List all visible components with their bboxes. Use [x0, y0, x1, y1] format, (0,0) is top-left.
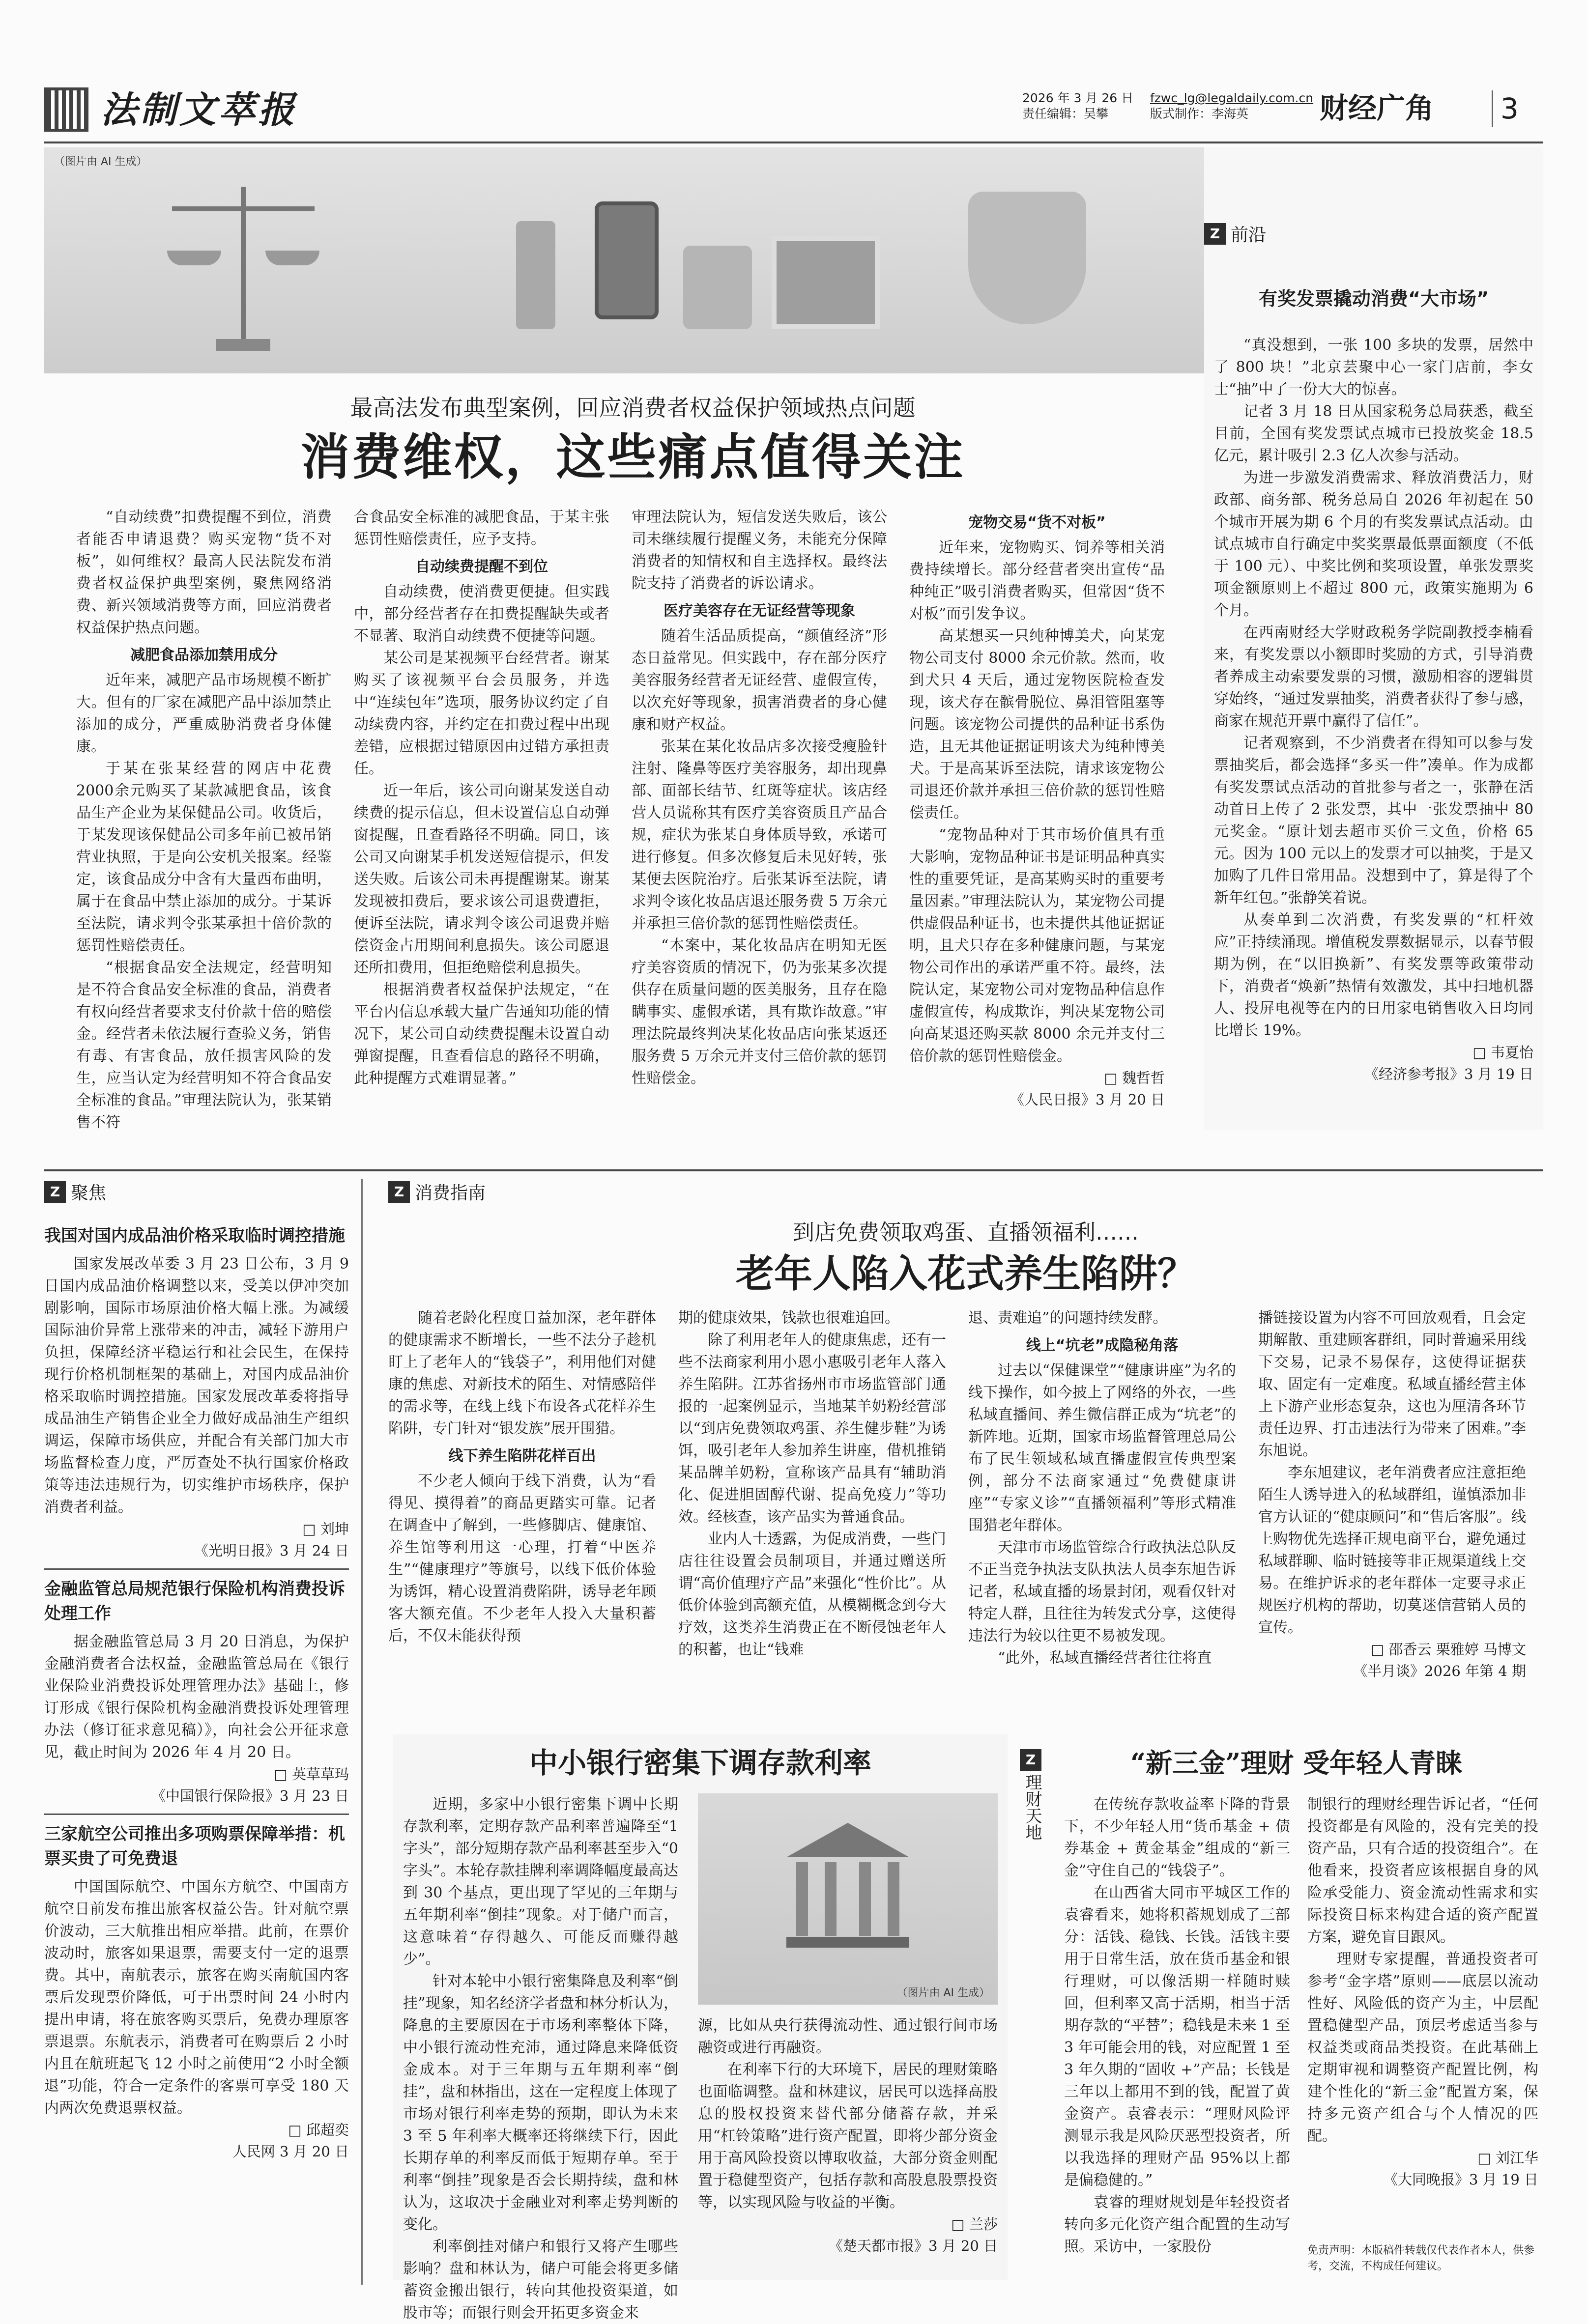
- banks-headline: 中小银行密集下调存款利率: [529, 1746, 871, 1780]
- banks-col-2: [698, 2014, 998, 2257]
- wealth-col-2: [1307, 1793, 1538, 2190]
- paragraph: 根据消费者权益保护法规定，“在平台内信息承载大量广告通知功能的情况下，某公司自动续费提醒未设置自动弹窗提醒，且查看信息的路径不明确，此种提醒方式难谓显著。”: [354, 981, 609, 1087]
- author: □ 刘江华: [1477, 2150, 1538, 2166]
- paragraph: 近一年后，该公司向谢某发送自动续费的提示信息，但未设置信息自动弹窗提醒，且查看路径不明确。同日，该公司又向谢某手机发送短信提示，但发送失败。后该公司未再提醒谢某。谢某发现被扣费后，要求该公司退费遭拒，便诉至法院，请求判令该公司退费并赔偿资金占用期间利息损失。该公司愿退还所扣费用，但拒绝赔偿利息损失。: [354, 782, 609, 976]
- section-z-icon: Z: [1204, 223, 1226, 245]
- paragraph: 天津市市场监管综合行政执法总队反不正当竞争执法支队执法人员李东旭告诉记者，私域直播的场景封闭，观看仅针对特定人群，且往往为转发式分享，这使得违法行为较以往更不易被发现。: [968, 1539, 1236, 1644]
- section-tag-label: 聚焦: [71, 1183, 107, 1203]
- subhead: 宠物交易“货不对板”: [968, 514, 1106, 531]
- image-caption: （图片由 AI 生成）: [54, 156, 147, 168]
- paragraph: 业内人士透露，为促成消费，一些门店往往设置会员制项目，并通过赠送所谓“高价值理疗产品”来强化“性价比”。从低价体验到高额充值，从模糊概念到夸大疗效，这类养生消费正在不断侵蚀老年人的积蓄，也让“钱难: [678, 1530, 946, 1658]
- author: □ 英草草玛: [274, 1766, 349, 1783]
- paragraph: 据金融监管总局 3 月 20 日消息，为保护金融消费者合法权益，金融监管总局在《银行业保险业消费投诉处理管理办法》基础上，修订形成《银行保险机构金融消费投诉处理管理办法（修订征求意见稿）》，向社会公开征求意见，截止时间为 2026 年 4 月 20 日。: [44, 1633, 349, 1761]
- consumer-col-4: [1258, 1307, 1526, 1682]
- section-z-icon: Z: [1020, 1749, 1041, 1771]
- issue-date: 2026 年 3 月 26 日: [1022, 91, 1134, 105]
- paragraph: 随着老龄化程度日益加深，老年群体的健康需求不断增长，一些不法分子趁机盯上了老年人的“钱袋子”，利用他们对健康的焦虑、对新技术的陌生、对情感陪伴的需求等，在线上线下布设各式花样养生陷阱，专门针对“银发族”展开围猎。: [388, 1309, 656, 1437]
- paragraph: 近年来，宠物购买、饲养等相关消费持续增长。部分经营者突出宣传“品种纯正”吸引消费者购买，但常因“货不对板”而引发争议。: [909, 539, 1165, 623]
- source: 人民网 3 月 20 日: [232, 2143, 349, 2160]
- banks-section: [393, 1734, 1008, 2322]
- paragraph: “自动续费”扣费提醒不到位，消费者能否申请退费？购买宠物“货不对板”，如何维权？最高人民法院发布消费者权益保护典型案例，聚焦网络消费、新兴领域消费等方面，回应消费者权益保护热点问题。: [76, 509, 332, 636]
- frontier-panel: [1204, 147, 1543, 1130]
- section-divider: [44, 1169, 1543, 1171]
- section-name: 财经广角: [1320, 91, 1434, 125]
- consumer-tag: [388, 1179, 486, 1204]
- paragraph: 为进一步激发消费需求、释放消费活力，财政部、商务部、税务总局自 2026 年初起在 50 个城市开展为期 6 个月的有奖发票试点活动。由试点城市自行确定中奖奖票最低票面额度（不低于 100 元）、中奖比例和奖项设置，单张发票奖项金额原则上不超过 800 元，政策实施期为 6 个月。: [1214, 469, 1533, 619]
- column-divider: [361, 1179, 363, 2285]
- author: □ 邵香云 栗雅婷 马博文: [1370, 1641, 1526, 1658]
- top-story-image: [44, 147, 1221, 373]
- paragraph: 近年来，减肥产品市场规模不断扩大。但有的厂家在减肥产品中添加禁止添加的成分，严重威胁消费者身体健康。: [76, 672, 332, 755]
- top-story-col-4: [909, 506, 1165, 1110]
- shield-icon: [968, 192, 1086, 324]
- author: □ 兰莎: [951, 2216, 998, 2233]
- qr-code-icon: [44, 87, 88, 132]
- paragraph: 高某想买一只纯种博美犬，向某宠物公司支付 8000 余元价款。然而，收到犬只 4 天后，通过宠物医院检查发现，该犬存在髌骨脱位、鼻泪管阻塞等问题。该宠物公司提供的品种证书系伪造，且无其他证据证明该犬为纯种博美犬。于是高某诉至法院，请求该宠物公司退还价款并承担三倍价款的惩罚性赔偿责任。: [909, 627, 1165, 822]
- paragraph: 源，比如从央行获得流动性、通过银行间市场融资或进行再融资。: [698, 2017, 998, 2056]
- paragraph: 理财专家提醒，普通投资者可参考“金字塔”原则——底层以流动性好、风险低的资产为主，中层配置稳健型产品，顶层考虑适当参与权益类或商品类投资。在此基础上定期审视和调整资产配置比例，构建个性化的“新三金”配置方案，保持多元资产组合与个人情况的匹配。: [1307, 1951, 1538, 2145]
- paragraph: 记者观察到，不少消费者在得知可以参与发票抽奖后，都会选择“多买一件”凑单。作为成都有奖发票试点活动的首批参与者之一，张静在活动首日上传了 2 张发票，其中一张发票抽中 80 元奖金。“原计划去超市买价三文鱼，价格 65 元。因为 100 元以上的发票才可以抽奖，于是又加购了几件日常用品。没想到中了，算是得了个新年红包。”张静笑着说。: [1214, 735, 1533, 907]
- source: 《光明日报》3 月 24 日: [194, 1542, 349, 1559]
- scale-icon: [162, 177, 324, 354]
- masthead-rule: [44, 142, 1543, 143]
- subhead: 线上“坑老”成隐秘角落: [1026, 1337, 1179, 1354]
- bank-building-image: [698, 1793, 998, 2005]
- subhead: 自动续费提醒不到位: [415, 558, 548, 575]
- paragraph: 审理法院认为，短信发送失败后，该公司未继续履行提醒义务，未能充分保障消费者的知情权和自主选择权。最终法院支持了消费者的诉讼请求。: [632, 509, 887, 592]
- section-tag-label: 前沿: [1231, 225, 1267, 245]
- source: 《大同晚报》3 月 19 日: [1383, 2171, 1538, 2188]
- top-story-body: [76, 506, 1182, 1131]
- paragraph: 国家发展改革委 3 月 23 日公布，3 月 9 日国内成品油价格调整以来，受美以伊冲突加剧影响，国际市场原油价格大幅上涨。为减缓国际油价异常上涨带来的冲击，减轻下游用户负担，保障经济平稳运行和社会民生，在保持现行价格机制框架的基础上，对国内成品油价格采取临时调控措施。国家发展改革委将指导成品油生产销售企业全力做好成品油生产组织调运，保障市场供应，并配合有关部门加大市场监督检查力度，严厉查处不执行国家价格政策等违法违规行为，切实维护市场秩序，保护消费者利益。: [44, 1255, 349, 1516]
- paragraph: 制银行的理财经理告诉记者，“任何投资都是有风险的，没有完美的投资产品，只有合适的投资组合”。在他看来，投资者应该根据自身的风险承受能力、资金流动性需求和实际投资目标来构建合适的资产配置方案，避免盲目跟风。: [1307, 1796, 1538, 1946]
- brief-title: 我国对国内成品油价格采取临时调控措施: [44, 1226, 345, 1246]
- divider: [44, 1814, 349, 1815]
- paragraph: 自动续费，使消费更便捷。但实践中，部分经营者存在扣费提醒缺失或者不显著、取消自动续费不便捷等问题。: [354, 583, 609, 645]
- banks-col-1: [403, 1793, 678, 2324]
- wealth-tag: [1020, 1749, 1044, 1841]
- paragraph: 期的健康效果，钱款也很难追回。: [678, 1309, 899, 1327]
- author: □ 魏哲哲: [1104, 1070, 1165, 1086]
- section-tag-label: 理财天地: [1022, 1774, 1042, 1841]
- top-story-col-3: [632, 506, 887, 1089]
- paragraph: 于某在张某经营的网店中花费2000余元购买了某款减肥食品，该食品生产企业为某保健品公司。收货后，于某发现该保健品公司多年前已被吊销营业执照，于是向公安机关报案。经鉴定，该食品成分中含有大量西布曲明，属于在食品中禁止添加的成分。于某诉至法院，请求判令张某承担十倍价款的惩罚性赔偿责任。: [76, 760, 332, 954]
- paragraph: “根据食品安全法规定，经营明知是不符合食品安全标准的食品，消费者有权向经营者要求支付价款十倍的赔偿金。经营者未依法履行查验义务，销售有毒、有害食品，放任损害风险的发生，应当认定为经营明知不符合食品安全标准的食品。”审理法院认为，张某销售不符: [76, 959, 332, 1131]
- frontier-title: 有奖发票撬动消费“大市场”: [1259, 288, 1489, 310]
- top-story-col-2: [354, 506, 609, 1089]
- section-z-icon: Z: [44, 1181, 66, 1203]
- disclaimer: 免责声明：本版稿件转载仅代表作者本人，供参考，交流，不构成任何建议。: [1307, 2244, 1535, 2272]
- paragraph: 不少老人倾向于线下消费，认为“看得见、摸得着”的商品更踏实可靠。记者在调查中了解到，一些修脚店、健康馆、养生馆等利用这一心理，打着“中医养生”“健康理疗”等旗号，以线下低价体验为诱饵，精心设置消费陷阱，诱导老年顾客大额充值。不少老年人投入大量积蓄后，不仅未能获得预: [388, 1473, 656, 1644]
- wealth-headline: “新三金”理财 受年轻人青睐: [1130, 1747, 1462, 1779]
- image-caption: （图片由 AI 生成）: [896, 1987, 990, 1999]
- divider: [44, 1568, 349, 1570]
- top-story-headline: 消费维权，这些痛点值得关注: [300, 428, 965, 486]
- consumer-kicker: 到店免费领取鸡蛋、直播领福利……: [793, 1220, 1139, 1245]
- paragraph: 在山西省大同市平城区工作的袁睿看来，她将积蓄规划成了三部分：活钱、稳钱、长钱。活钱主要用于日常生活，放在货币基金和银行理财，可以像活期一样随时赎回，但利率又高于活期，相当于活期存款的“平替”；稳钱是未来 1 至 3 年可能会用的钱，对应配置 1 至 3 年久期的“固收 +”产品；长钱是三年以上都用不到的钱，配置了黄金资产。袁睿表示：“理财风险评测显示我是风险厌恶型投资者，所以我选择的理财产品 95%以上都是偏稳健的。”: [1064, 1884, 1290, 2189]
- paragraph: 过去以“保健课堂”“健康讲座”为名的线下操作，如今披上了网络的外衣，一些私域直播间、养生微信群正成为“坑老”的新阵地。近期，国家市场监督管理总局公布了民生领域私域直播虚假宣传典型案例，部分不法商家通过“免费健康讲座”“专家义诊”“直播领福利”等形式精准围猎老年群体。: [968, 1362, 1236, 1534]
- brief-title: 金融监管总局规范银行保险机构消费投诉处理工作: [44, 1579, 345, 1623]
- masthead: [44, 87, 1543, 137]
- paragraph: 近期，多家中小银行密集下调中长期存款利率，定期存款产品利率普遍降至“1 字头”，部分短期存款产品利率甚至步入“0 字头”。本轮存款挂牌利率调降幅度最高达到 30 个基点，更出现了罕见的三年期与五年期利率“倒挂”现象。对于储户而言，这意味着“存得越久、可能反而赚得越少”。: [403, 1796, 678, 1968]
- paragraph: “宠物品种对于其市场价值具有重大影响，宠物品种证书是证明品种真实性的重要凭证，是高某购买时的重要考量因素。”审理法院认为，某宠物公司提供虚假品种证书，也未提供其他证据证明，且犬只存在多种健康问题，与某宠物公司作出的承诺严重不符。最终，法院认定，某宠物公司对宠物品种信息作虚假宣传，构成欺诈，判决某宠物公司向高某退还购买款 8000 余元并支付三倍价款的惩罚性赔偿金。: [909, 826, 1165, 1065]
- paragraph: 某公司是某视频平台经营者。谢某购买了该视频平台会员服务，并选中“连续包年”选项，服务协议约定了自动续费内容，并约定在扣费过程中出现差错，应根据过错原因由过错方承担责任。: [354, 650, 609, 777]
- top-story-kicker: 最高法发布典型案例，回应消费者权益保护领域热点问题: [350, 395, 916, 421]
- section-tag-label: 消费指南: [415, 1183, 486, 1203]
- bottle-icon: [516, 221, 555, 329]
- jar-icon: [683, 246, 752, 329]
- paragraph: 李东旭建议，老年消费者应注意拒绝陌生人诱导进入的私域群组，谨慎添加非官方认证的“健康顾问”和“售后客服”。线上购物优先选择正规电商平台，避免通过私域群聊、临时链接等非正规渠道线上交易。在维护诉求的老年群体一定要寻求正规医疗机构的帮助，切莫迷信营销人员的宣传。: [1258, 1464, 1526, 1636]
- paragraph: “本案中，某化妆品店在明知无医疗美容资质的情况下，仍为张某多次提供存在质量问题的医美服务，且存在隐瞒事实、虚假承诺，具有欺诈故意。”审理法院最终判决某化妆品店向张某返还服务费 5 万余元并支付三倍价款的惩罚性赔偿金。: [632, 937, 887, 1087]
- author: □ 邱超奕: [288, 2122, 349, 2138]
- consumer-section: [388, 1179, 1543, 1720]
- source: 《半月谈》2026 年第 4 期: [1353, 1663, 1526, 1679]
- frontier-body: [1214, 334, 1533, 1085]
- subhead: 医疗美容存在无证经营等现象: [664, 602, 855, 620]
- paragraph: 在利率下行的大环境下，居民的理财策略也面临调整。盘和林建议，居民可以选择高股息的股权投资来替代部分储蓄存款，并采用“杠铃策略”进行资产配置，即将少部分资金用于高风险投资以博取收益，大部分资金则配置于稳健型资产，包括存款和高股息股票投资等，以实现风险与收益的平衡。: [698, 2061, 998, 2211]
- paragraph: 播链接设置为内容不可回放观看，且会定期解散、重建顾客群组，同时普遍采用线下交易，记录不易保存，这使得证据获取、固定有一定难度。私域直播经营主体上下游产业形态复杂，这也为厘清各环节责任边界、打击违法行为带来了困难。”李东旭说。: [1258, 1309, 1526, 1459]
- wealth-col-1: [1064, 1793, 1290, 2258]
- phone-icon: [595, 201, 659, 319]
- focus-tag: [44, 1179, 106, 1204]
- brief-title: 三家航空公司推出多项购票保障举措：机票买贵了可免费退: [44, 1824, 345, 1869]
- subhead: 线下养生陷阱花样百出: [448, 1447, 596, 1465]
- paragraph: 在西南财经大学财政税务学院副教授李楠看来，有奖发票以小额即时奖励的方式，引导消费者养成主动索要发票的习惯，激励相容的逻辑贯穿始终，“通过发票抽奖，消费者获得了参与感，商家在规范开票中赢得了信任”。: [1214, 624, 1533, 730]
- paragraph: 记者 3 月 18 日从国家税务总局获悉，截至目前，全国有奖发票试点城市已投放奖金 18.5 亿元，累计吸引 2.3 亿人次参与活动。: [1214, 403, 1533, 464]
- source: 《楚天都市报》3 月 20 日: [828, 2238, 998, 2254]
- consumer-headline: 老年人陷入花式养生陷阱？: [735, 1251, 1196, 1296]
- consumer-col-3: [968, 1307, 1236, 1669]
- subhead: 减肥食品添加禁用成分: [130, 647, 278, 664]
- paragraph: 随着生活品质提高，“颜值经济”形态日益常见。但实践中，存在部分医疗美容服务经营者无证经营、虚假宣传，以次充好等现象，损害消费者的身心健康和财产权益。: [632, 627, 887, 733]
- paragraph: 中国国际航空、中国东方航空、中国南方航空日前发布推出旅客权益公告。针对航空票价波动，三大航推出相应举措。此前，在票价波动时，旅客如果退票，需要支付一定的退票费。其中，南航表示，旅客在购买南航国内客票后发现票价降低，可于出票时间 24 小时内提出申请，将在旅客购买票后，免费办理原客票退票。东航表示，消费者可在购票后 2 小时内且在航班起飞 12 小时之前使用“2 小时全额退”功能，符合一定条件的客票可享受 180 天内两次免费退票权益。: [44, 1878, 349, 2117]
- author: □ 刘坤: [302, 1521, 349, 1537]
- paragraph: 利率倒挂对储户和银行又将产生哪些影响？盘和林认为，储户可能会将更多储蓄资金搬出银行，转向其他投资渠道，如股市等；而银行则会开拓更多资金来: [403, 2238, 678, 2322]
- page-number-box: [1492, 90, 1526, 127]
- bank-building-icon: [786, 1823, 909, 1951]
- author: □ 韦夏怡: [1472, 1044, 1533, 1061]
- consumer-col-1: [388, 1307, 656, 1647]
- focus-panel: [44, 1179, 349, 2285]
- section-z-icon: Z: [388, 1181, 410, 1203]
- frontier-tag: [1204, 221, 1266, 246]
- paragraph: “此外，私域直播经营者往往将直: [998, 1649, 1212, 1667]
- editor-credit: 责任编辑：吴攀: [1022, 107, 1109, 121]
- paragraph: “真没想到，一张 100 多块的发票，居然中了 800 块！”北京芸聚中心一家门店前，李女士“抽”中了一份大大的惊喜。: [1214, 337, 1533, 398]
- paper-name: 法制文萃报: [101, 89, 297, 131]
- designer-credit: 版式制作：李海英: [1150, 107, 1249, 121]
- page-number: 3: [1500, 92, 1519, 125]
- paragraph: 除了利用老年人的健康焦虑，还有一些不法商家利用小恩小惠吸引老年人落入养生陷阱。江苏省扬州市市场监管部门通报的一起案例显示，当地某羊奶粉经营部以“到店免费领取鸡蛋、养生健步鞋”为诱饵，吸引老年人参加养生讲座，借机推销某品牌羊奶粉，宣称该产品具有“辅助消化、促进胆固醇代谢、提高免疫力”等功效。经核查，该产品实为普通食品。: [678, 1332, 946, 1526]
- paragraph: 退、责难追”的问题持续发酵。: [968, 1309, 1168, 1327]
- gift-box-icon: [772, 236, 880, 329]
- paragraph: 袁睿的理财规划是年轻投资者转向多元化资产组合配置的生动写照。采访中，一家股份: [1064, 2194, 1290, 2255]
- paragraph: 从奏单到二次消费，有奖发票的“杠杆效应”正持续涌现。增值税发票数据显示，以春节假期为例，在“以旧换新”、有奖发票等政策带动下，消费者“焕新”热情有效激发，其中扫地机器人、投屏电视等在内的日用家电销售收入日均同比增长 19%。: [1214, 911, 1533, 1039]
- paragraph: 针对本轮中小银行密集降息及利率“倒挂”现象，知名经济学者盘和林分析认为，降息的主要原因在于市场利率整体下降，中小银行流动性充沛，通过降息来降低资金成本。对于三年期与五年期利率“倒挂”，盘和林指出，这在一定程度上体现了市场对银行利率走势的预期，即认为未来 3 至 5 年利率大概率还将继续下行，因此长期存单的利率反而低于短期存单。至于利率“倒挂”现象是否会长期持续，盘和林认为，这取决于金融业对利率走势判断的变化。: [403, 1973, 678, 2233]
- consumer-col-2: [678, 1307, 946, 1661]
- source: 《中国银行保险报》3 月 23 日: [151, 1787, 349, 1804]
- paragraph: 在传统存款收益率下降的背景下，不少年轻人用“货币基金 + 债券基金 + 黄金基金”组成的“新三金”守住自己的“钱袋子”。: [1064, 1796, 1290, 1879]
- source: 《经济参考报》3 月 19 日: [1364, 1066, 1533, 1082]
- contact-email[interactable]: fzwc_lg@legaldaily.com.cn: [1150, 91, 1314, 105]
- wealth-section: [1020, 1734, 1543, 2280]
- paragraph: 合食品安全标准的减肥食品，于某主张惩罚性赔偿责任，应予支持。: [354, 509, 609, 548]
- paragraph: 张某在某化妆品店多次接受瘦脸针注射、隆鼻等医疗美容服务，却出现鼻部、面部长结节、红斑等症状。该店经营人员谎称其有医疗美容资质且产品合规，症状为张某自身体质导致，承诺可进行修复。但多次修复后未见好转，张某便去医院治疗。后张某诉至法院，请求判令该化妆品店退还服务费 5 万余元并承担三倍价款的惩罚性赔偿责任。: [632, 738, 887, 932]
- top-story-col-1: [76, 506, 332, 1134]
- source: 《人民日报》3 月 20 日: [1010, 1091, 1165, 1108]
